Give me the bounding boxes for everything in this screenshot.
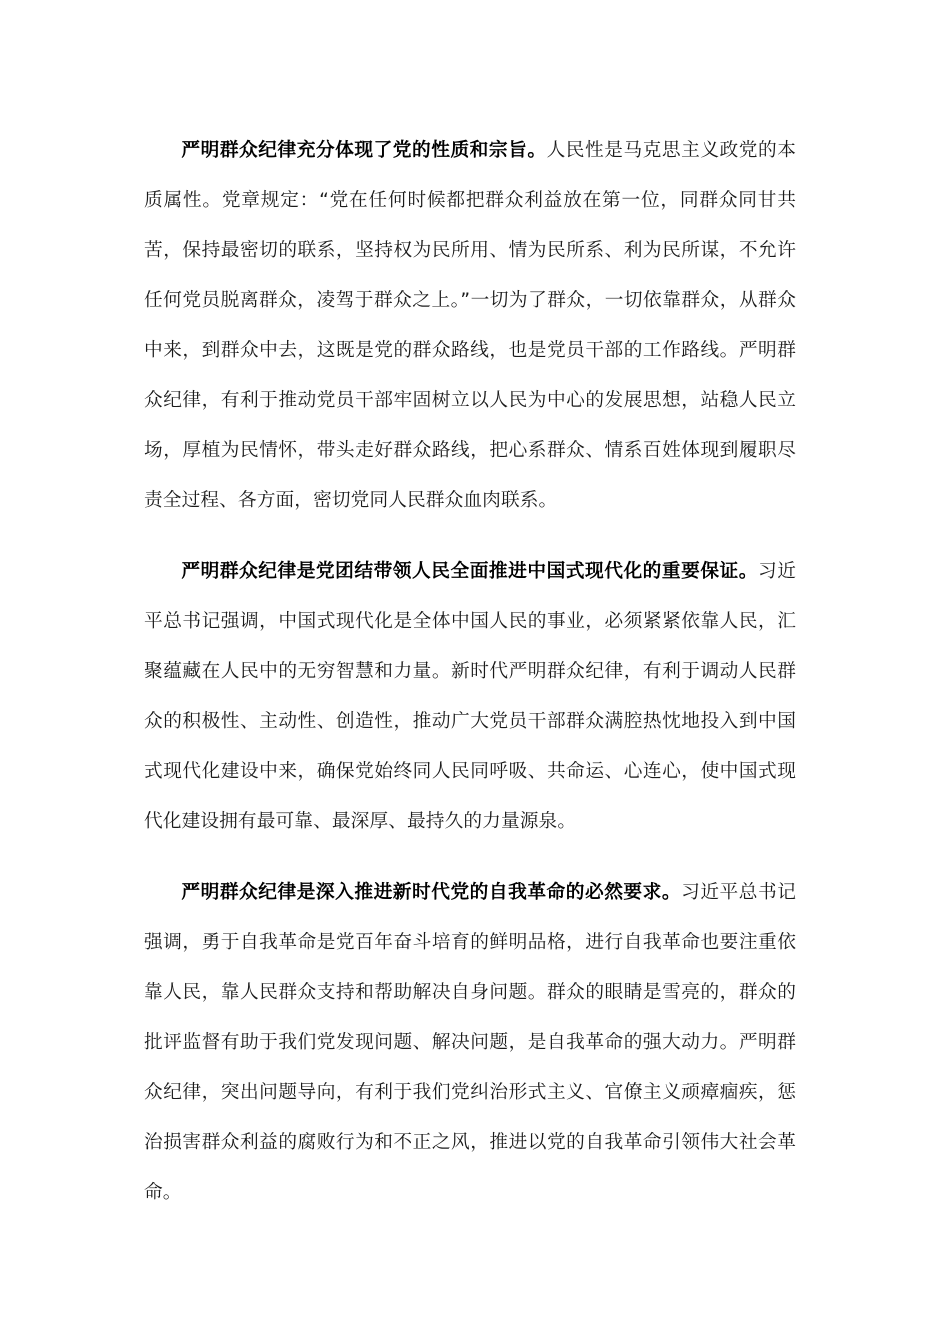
paragraph-2-body: 习近平总书记强调，中国式现代化是全体中国人民的事业，必须紧紧依靠人民，汇聚蕴藏在人民中的无穷智慧和力量。新时代严明群众纪律，有利于调动人民群众的积极性、主动性、创造性，推动广大党员干部群众满腔热忱地投入到中国式现代化建设中来，确保党始终同人民同呼吸、共命运、心连心，使中国式现代化建设拥有最可靠、最深厚、最持久的力量源泉。 <box>144 561 797 832</box>
paragraph-3-lead: 严明群众纪律是深入推进新时代党的自我革命的必然要求。 <box>181 882 682 903</box>
paragraph-1-lead: 严明群众纪律充分体现了党的性质和宗旨。 <box>181 140 547 161</box>
paragraph-2-lead: 严明群众纪律是党团结带领人民全面推进中国式现代化的重要保证。 <box>181 561 758 582</box>
paragraph-1 <box>144 126 796 526</box>
paragraph-3 <box>144 868 796 1218</box>
paragraph-2 <box>144 547 796 847</box>
paragraph-1-body: 人民性是马克思主义政党的本质属性。党章规定：“党在任何时候都把群众利益放在第一位，同群众同甘共苦，保持最密切的联系，坚持权为民所用、情为民所系、利为民所谋，不允许任何党员脱离群众，凌驾于群众之上。”一切为了群众，一切依靠群众，从群众中来，到群众中去，这既是党的群众路线，也是党员干部的工作路线。严明群众纪律，有利于推动党员干部牢固树立以人民为中心的发展思想，站稳人民立场，厚植为民情怀，带头走好群众路线，把心系群众、情系百姓体现到履职尽责全过程、各方面，密切党同人民群众血肉联系。 <box>144 140 796 511</box>
paragraph-3-body: 习近平总书记强调，勇于自我革命是党百年奋斗培育的鲜明品格，进行自我革命也要注重依靠人民，靠人民群众支持和帮助解决自身问题。群众的眼睛是雪亮的，群众的批评监督有助于我们党发现问题、解决问题，是自我革命的强大动力。严明群众纪律，突出问题导向，有利于我们党纠治形式主义、官僚主义顽瘴痼疾，惩治损害群众利益的腐败行为和不正之风，推进以党的自我革命引领伟大社会革命。 <box>144 882 796 1203</box>
document-body <box>144 126 796 1239</box>
